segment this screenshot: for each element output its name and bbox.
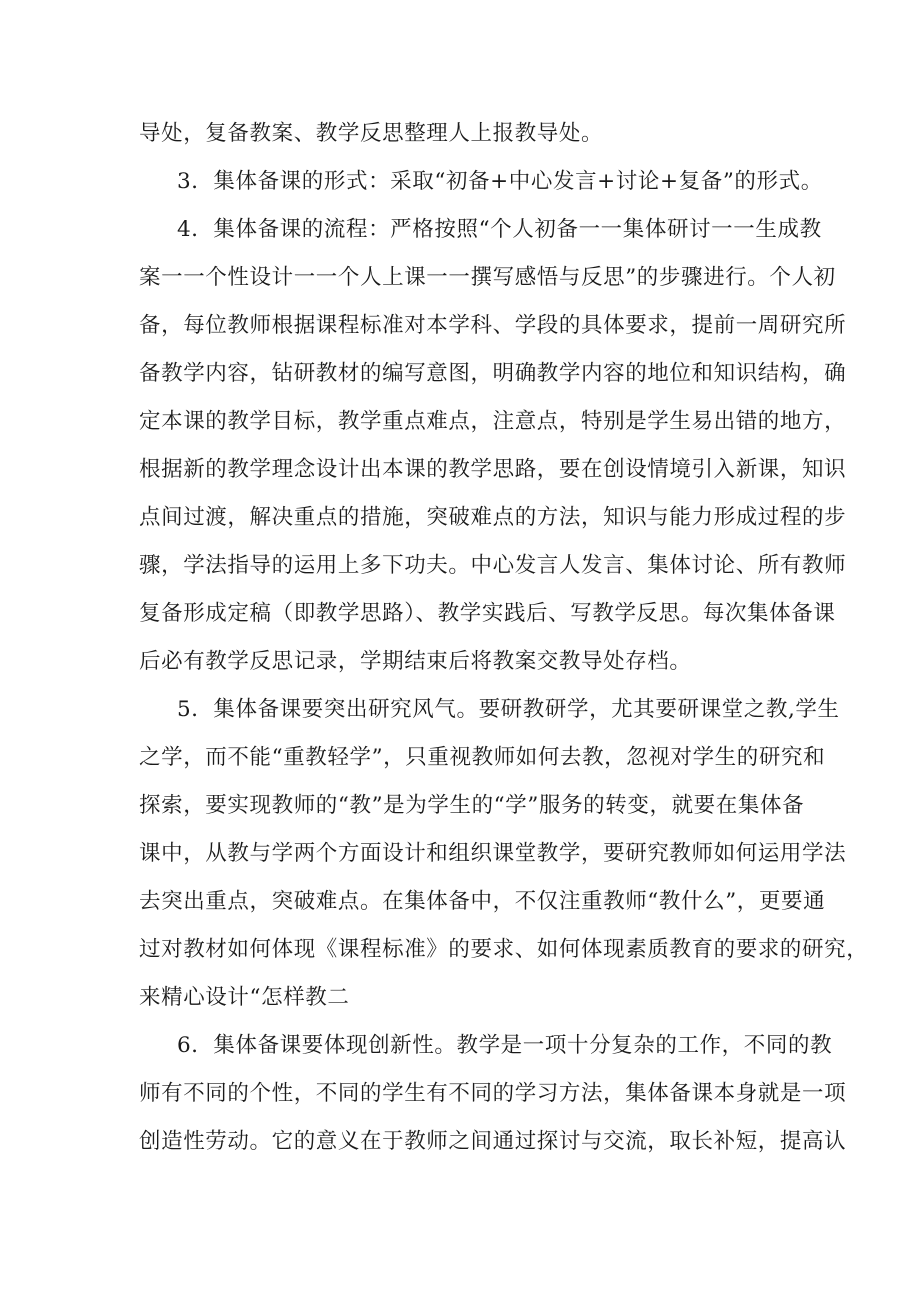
text-line: 过对教材如何体现《课程标准》的要求、如何体现素质教育的要求的研究， xyxy=(139,937,869,962)
text-line: 点间过渡，解决重点的措施，突破难点的方法，知识与能力形成过程的步 xyxy=(139,505,847,530)
text-line: 根据新的教学理念设计出本课的教学思路，要在创设情境引入新课，知识 xyxy=(139,457,847,482)
text-line: 案一一个性设计一一个人上课一一撰写感悟与反思”的步骤进行。个人初 xyxy=(139,265,836,290)
paragraph-3-line: 3．集体备课的形式：采取“初备+中心发言+讨论+复备”的形式。 xyxy=(177,169,823,194)
text-line: 来精心设计“怎样教二 xyxy=(139,985,350,1010)
text-line: 复备形成定稿（即教学思路）、教学实践后、写教学反思。每次集体备课 xyxy=(139,601,836,626)
text-line: 探索，要实现教师的“教”是为学生的“学”服务的转变，就要在集体备 xyxy=(139,793,805,818)
text-line: 去突出重点，突破难点。在集体备中，不仅注重教师“教什么”，更要通 xyxy=(139,889,826,914)
text-line: 之学，而不能“重教轻学”，只重视教师如何去教，忽视对学生的研究和 xyxy=(139,745,826,770)
text-line: 后必有教学反思记录，学期结束后将教案交教导处存档。 xyxy=(139,649,692,674)
text-line: 师有不同的个性，不同的学生有不同的学习方法，集体备课本身就是一项 xyxy=(139,1081,847,1106)
paragraph-6-line: 6．集体备课要体现创新性。教学是一项十分复杂的工作，不同的教 xyxy=(177,1033,833,1058)
text-line: 备，每位教师根据课程标准对本学科、学段的具体要求，提前一周研究所 xyxy=(139,313,847,338)
text-line: 课中，从教与学两个方面设计和组织课堂教学，要研究教师如何运用学法 xyxy=(139,841,847,866)
paragraph-5-line: 5．集体备课要突出研究风气。要研教研学，尤其要研课堂之教,学生 xyxy=(177,697,840,722)
text-line: 导处，复备教案、教学反思整理人上报教导处。 xyxy=(139,121,604,146)
text-line: 创造性劳动。它的意义在于教师之间通过探讨与交流，取长补短，提高认 xyxy=(139,1129,847,1154)
text-line: 骤，学法指导的运用上多下功夫。中心发言人发言、集体讨论、所有教师 xyxy=(139,553,847,578)
paragraph-4-line: 4．集体备课的流程：严格按照“个人初备一一集体研讨一一生成教 xyxy=(177,217,822,242)
text-line: 定本课的教学目标，教学重点难点，注意点，特别是学生易出错的地方， xyxy=(139,409,847,434)
text-line: 备教学内容，钻研教材的编写意图，明确教学内容的地位和知识结构，确 xyxy=(139,361,847,386)
